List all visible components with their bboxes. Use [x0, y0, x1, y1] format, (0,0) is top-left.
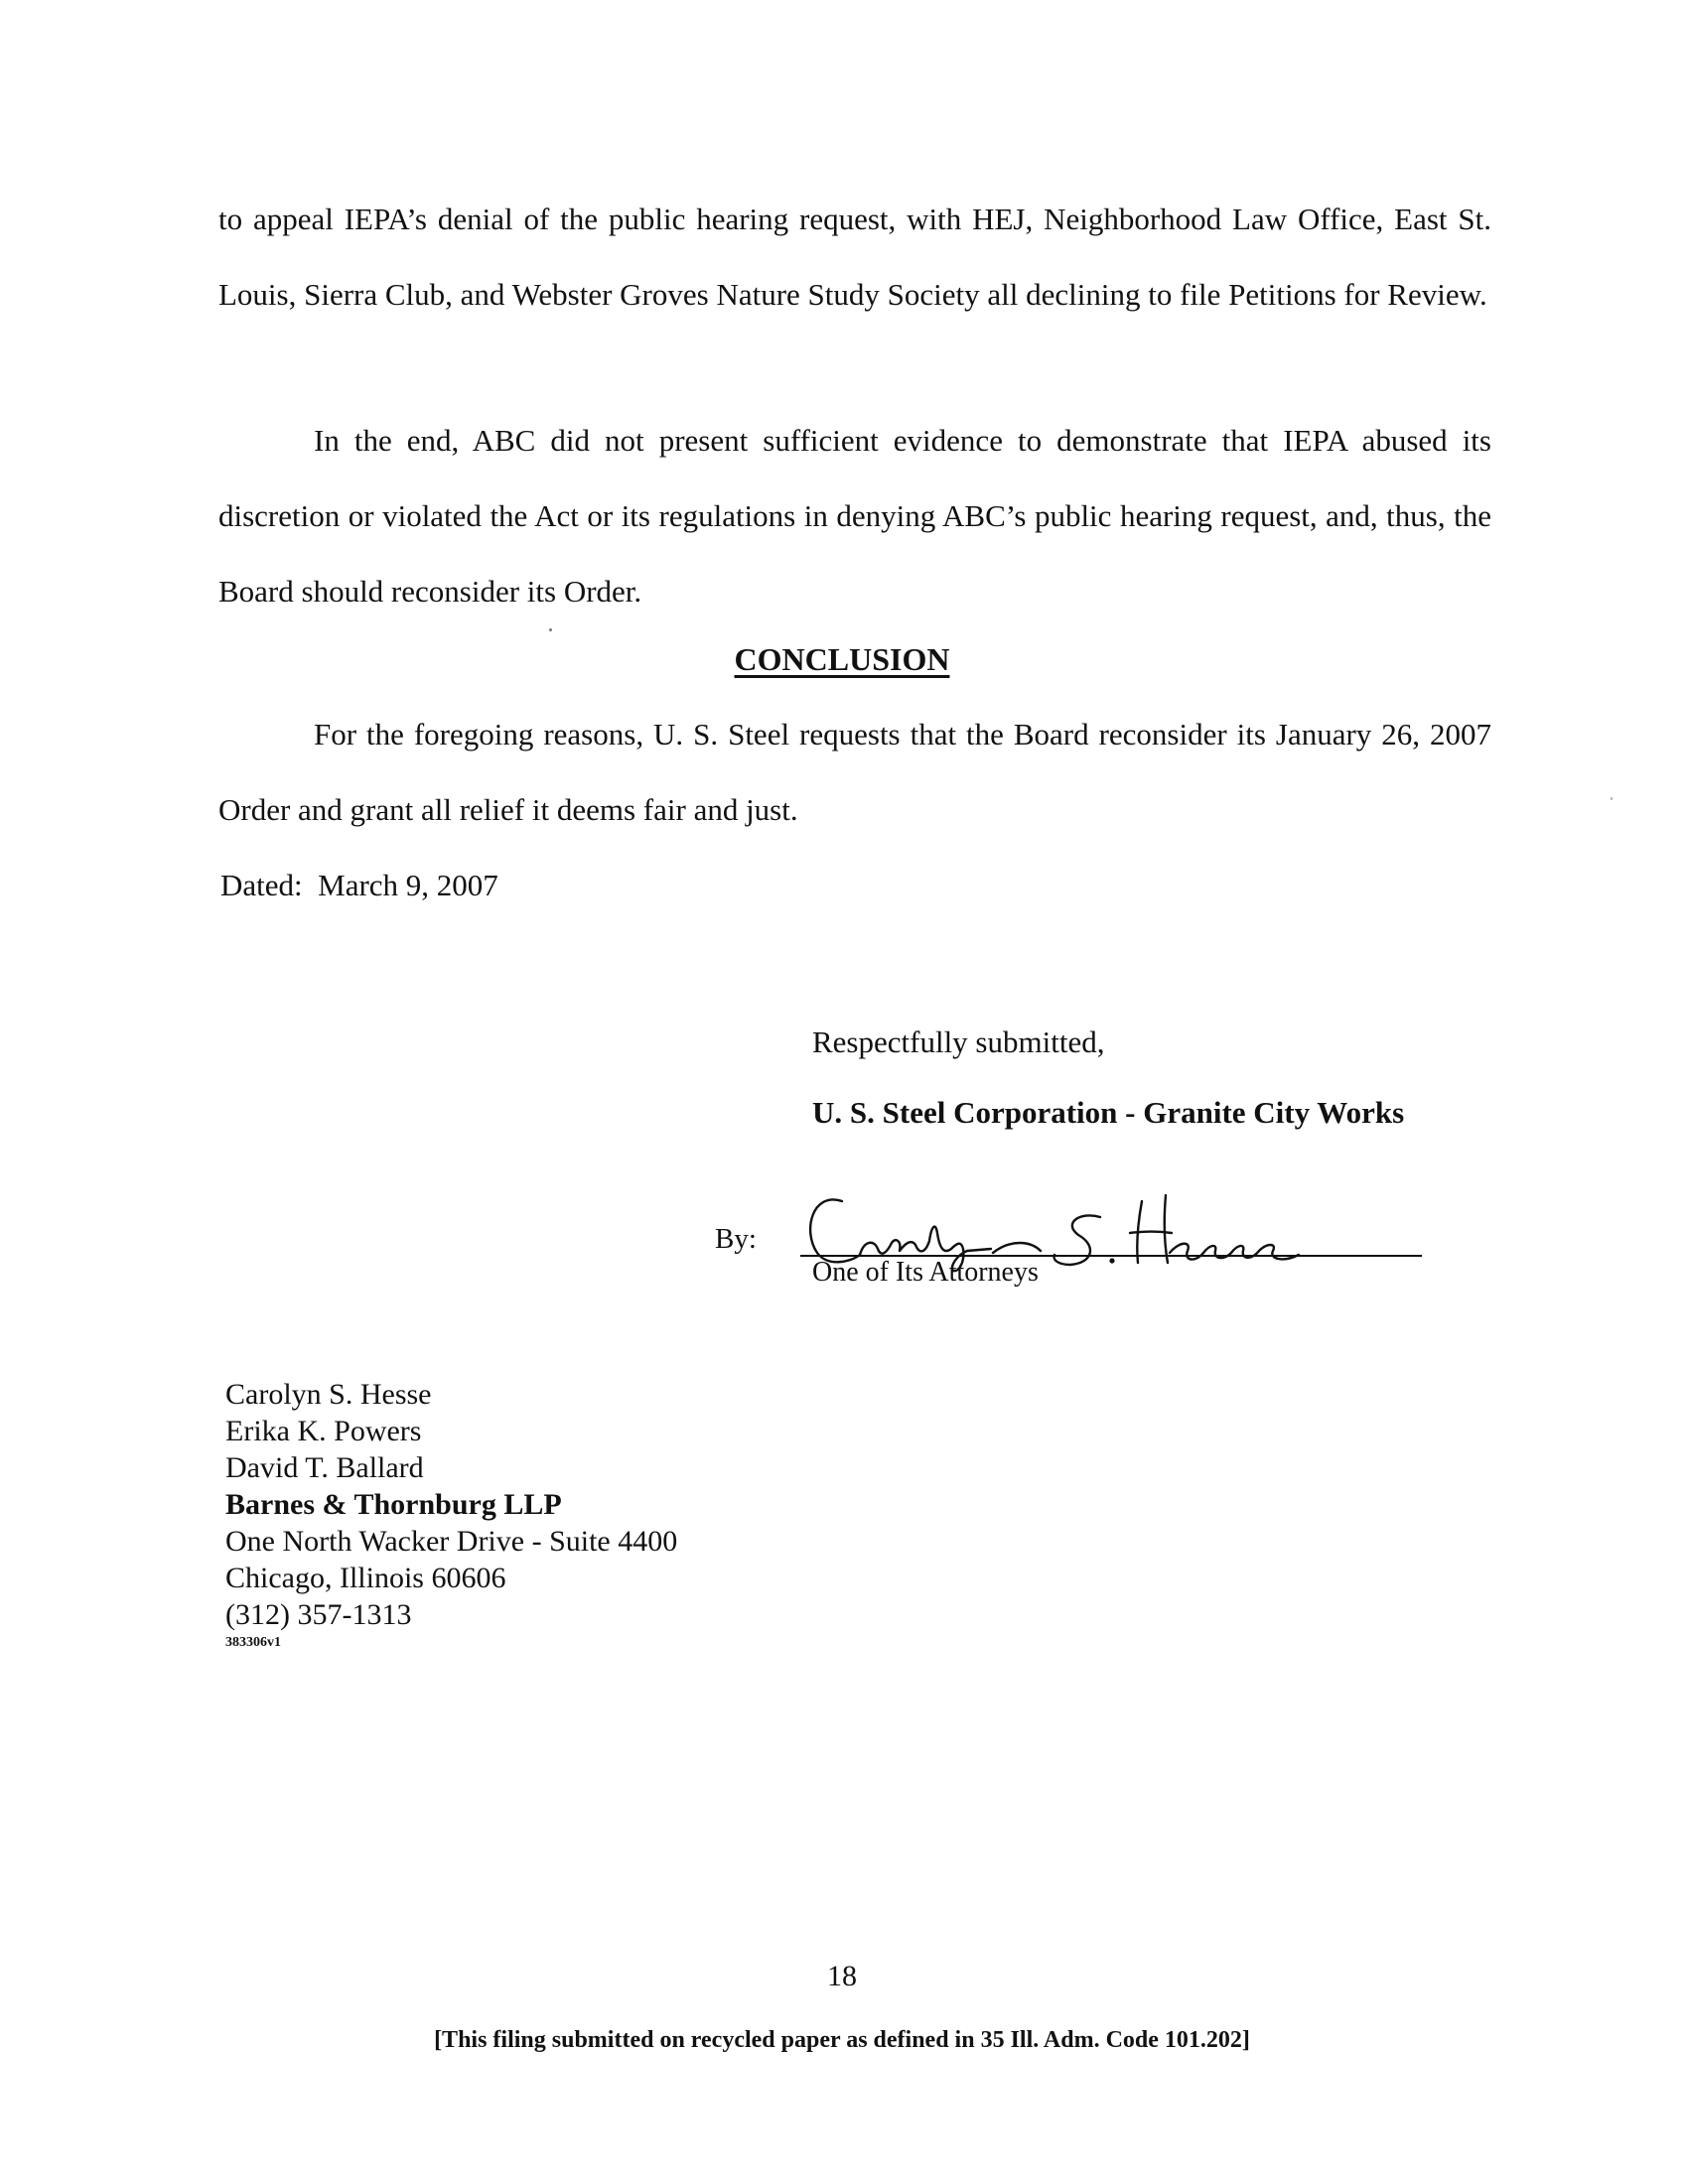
document-id: 383306v1: [225, 1635, 281, 1650]
scan-speck: [549, 628, 552, 631]
body-paragraph-continuation: to appeal IEPA’s denial of the public hearing request, with HEJ, Neighborhood Law Office, East St. Louis, Sierra Club, and Webster Groves Nature Study Society all declining to file Petitions for Review.: [218, 202, 1491, 312]
law-firm-name: Barnes & Thornburg LLP: [225, 1488, 562, 1521]
counsel-name: Erika K. Powers: [225, 1415, 422, 1447]
counsel-name: David T. Ballard: [225, 1451, 424, 1484]
by-label: By:: [715, 1223, 757, 1255]
party-name: U. S. Steel Corporation - Granite City Works: [812, 1095, 1405, 1130]
phone-number: (312) 357-1313: [225, 1598, 412, 1631]
signature-caption: One of Its Attorneys: [812, 1257, 1039, 1288]
street-address: One North Wacker Drive - Suite 4400: [225, 1525, 678, 1558]
city-state-zip: Chicago, Illinois 60606: [225, 1562, 506, 1594]
counsel-address-block: [225, 1376, 677, 1633]
body-paragraph-argument: In the end, ABC did not present sufficient evidence to demonstrate that IEPA abused its discretion or violated the Act or its regulations in denying ABC’s public hearing request, and, thus, the Board should reconsider its Order.: [218, 423, 1491, 609]
conclusion-heading: CONCLUSION: [734, 641, 950, 677]
recycled-paper-footer: [This filing submitted on recycled paper as defined in 35 Ill. Adm. Code 101.202]: [434, 2027, 1250, 2053]
date-line: Dated: March 9, 2007: [220, 868, 498, 902]
scan-speck: [1611, 797, 1613, 800]
conclusion-paragraph: For the foregoing reasons, U. S. Steel requests that the Board reconsider its January 26, 2007 Order and grant all relief it deems fair and just.: [218, 717, 1491, 827]
closing-line: Respectfully submitted,: [812, 1024, 1105, 1059]
page-number: 18: [827, 1960, 857, 1992]
counsel-name: Carolyn S. Hesse: [225, 1378, 432, 1411]
